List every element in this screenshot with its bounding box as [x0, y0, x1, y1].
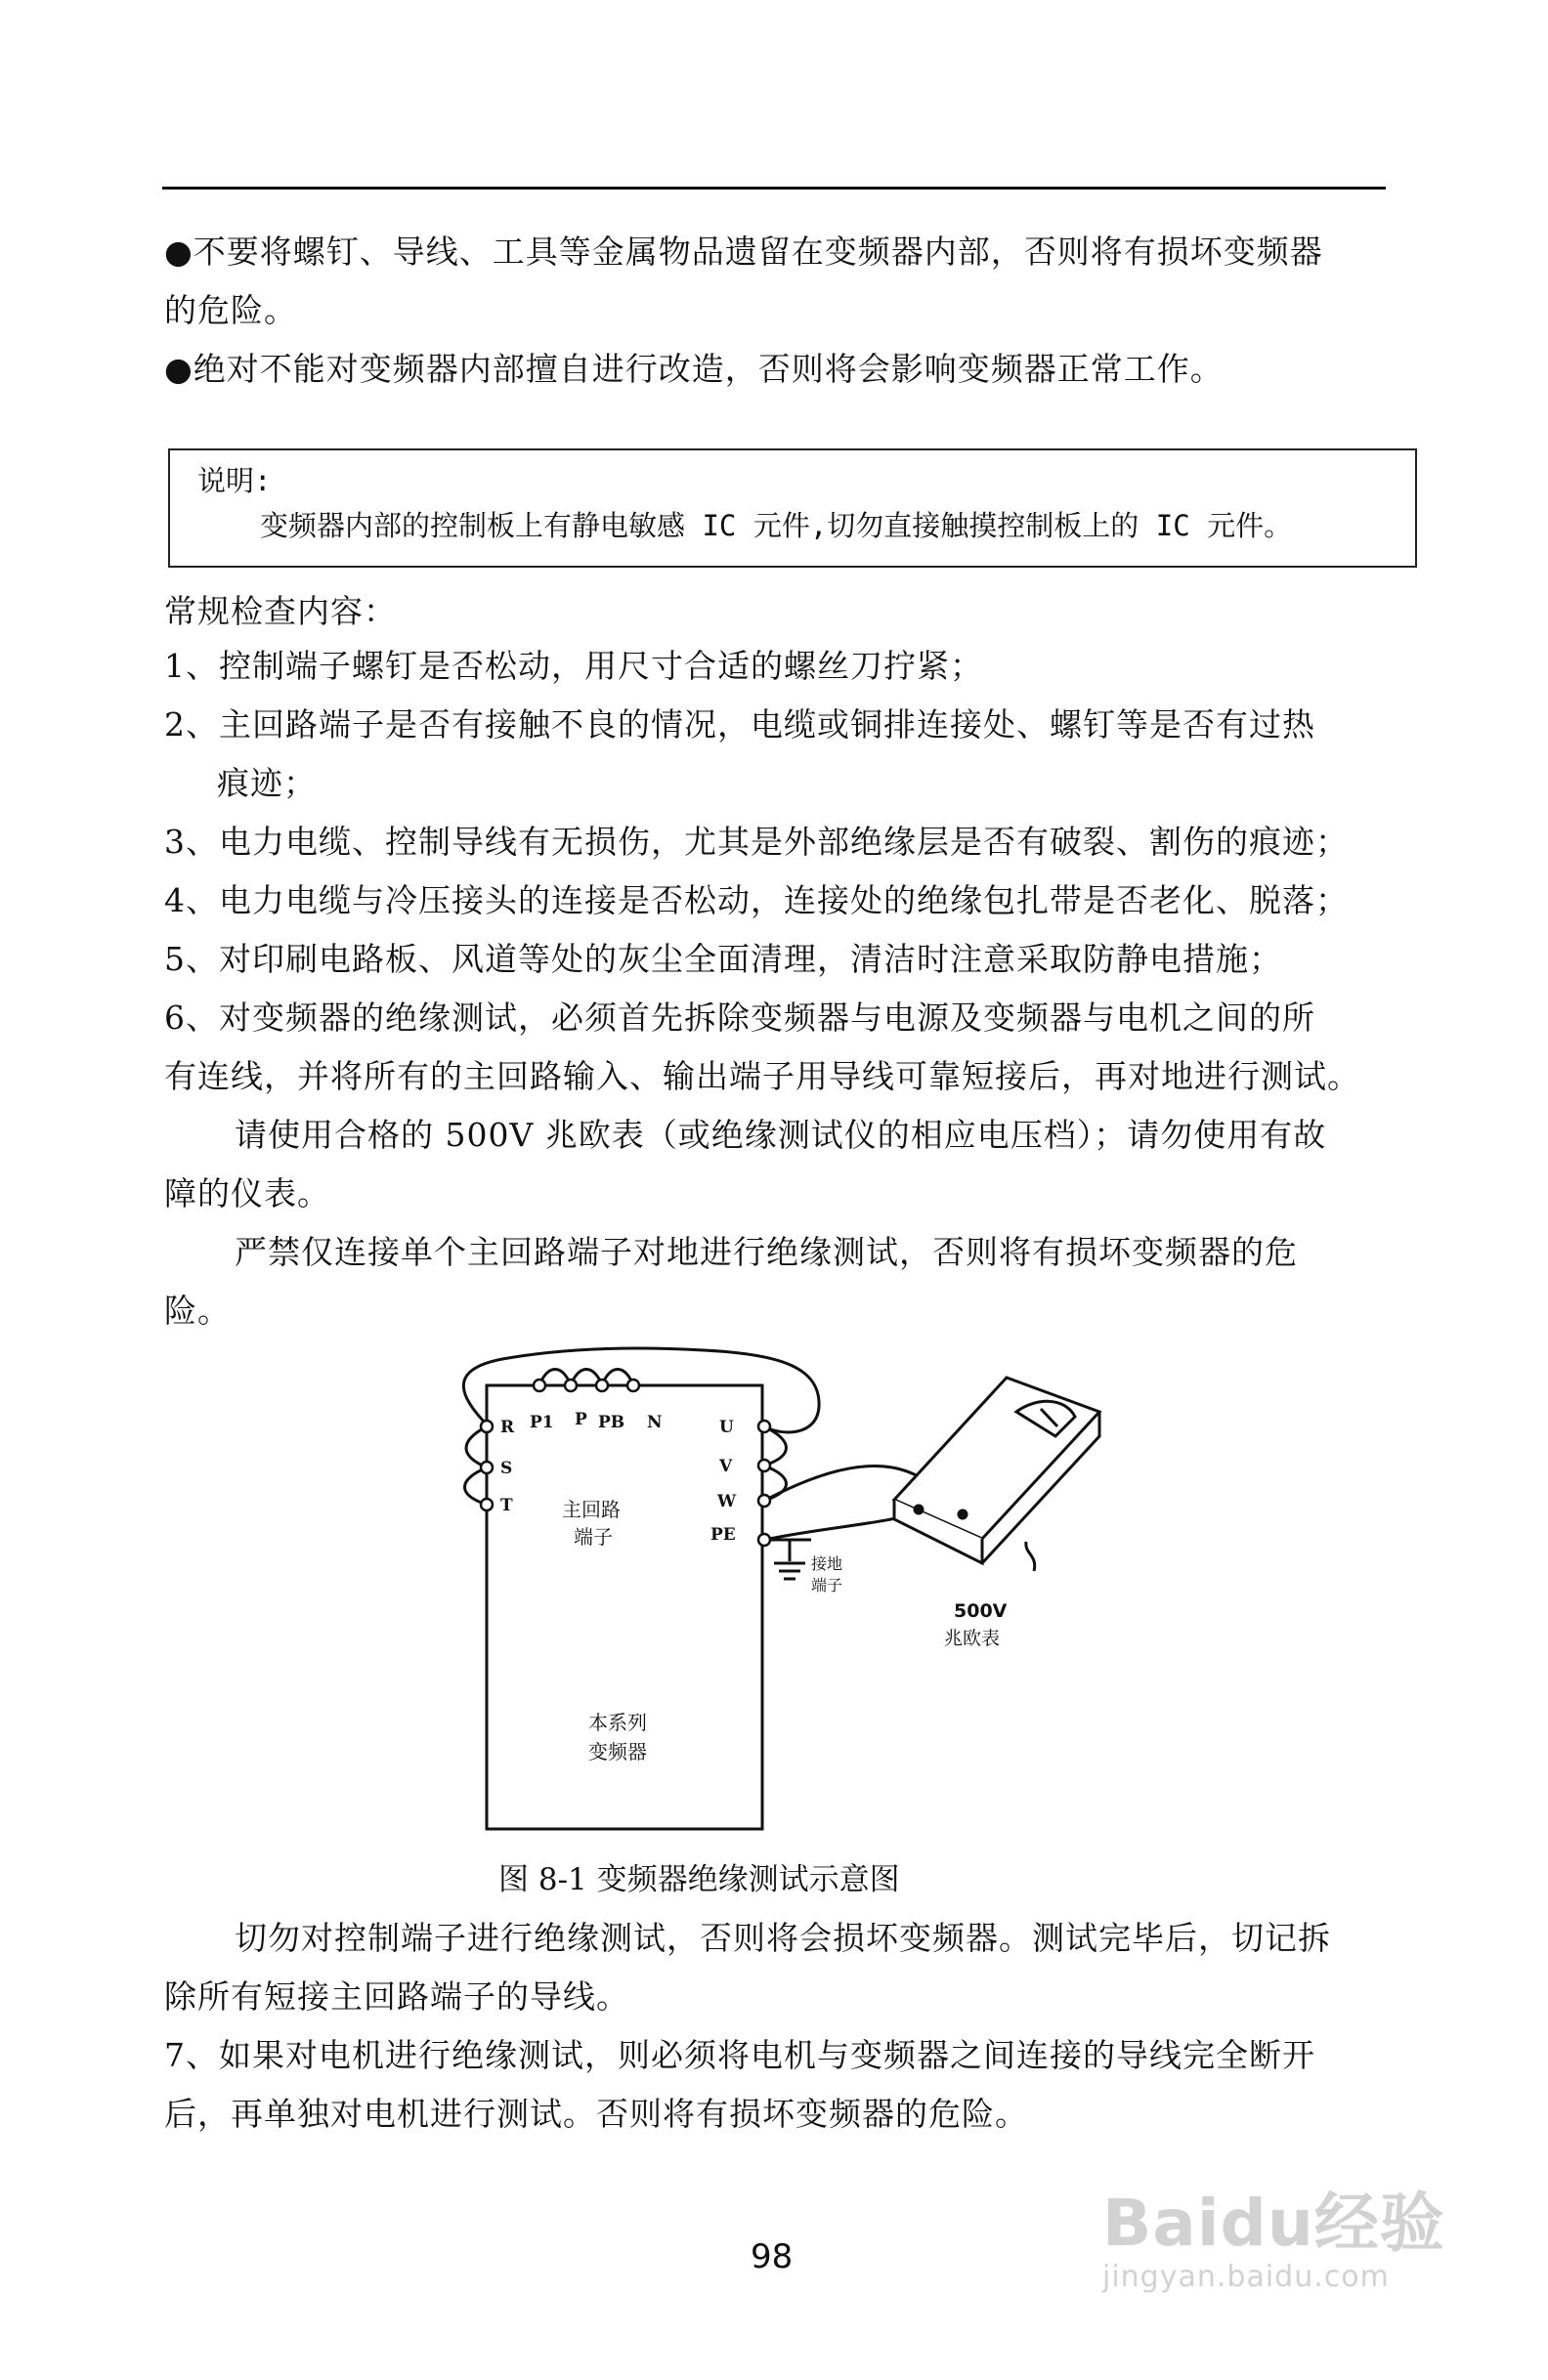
inspection-line-6-cont: 有连线，并将所有的主回路输入、输出端子用导线可靠短接后，再对地进行测试。	[164, 1057, 1360, 1095]
terminal-t: T	[500, 1496, 513, 1515]
inverter-label-2: 变频器	[588, 1740, 647, 1764]
after-line-7-cont: 后，再单独对电机进行测试。否则将有损坏变频器的危险。	[164, 2095, 1028, 2133]
inspection-warning: 严禁仅连接单个主回路端子对地进行绝缘测试，否则将有损坏变频器的危	[235, 1233, 1298, 1271]
watermark	[1102, 2171, 1445, 2294]
terminal-pe: PE	[710, 1525, 736, 1545]
bullet-metal-objects-cont: 的危险。	[164, 291, 297, 329]
ground-label-2: 端子	[811, 1576, 843, 1594]
inspection-line-2-cont: 痕迹；	[217, 764, 317, 802]
bullet-metal-objects: ●不要将螺钉、导线、工具等金属物品遗留在变频器内部，否则将有损坏变频器	[164, 233, 1323, 271]
note-text: 变频器内部的控制板上有静电敏感 IC 元件,切勿直接触摸控制板上的 IC 元件。	[260, 509, 1293, 542]
terminal-v: V	[719, 1457, 733, 1476]
inspection-line-4: 4、电力电缆与冷压接头的连接是否松动，连接处的绝缘包扎带是否老化、脱落；	[164, 881, 1349, 919]
terminal-r: R	[500, 1418, 515, 1437]
terminal-u: U	[719, 1418, 734, 1437]
inspection-line-3: 3、电力电缆、控制导线有无损伤，尤其是外部绝缘层是否有破裂、割伤的痕迹；	[164, 823, 1349, 861]
inspection-line-5: 5、对印刷电路板、风道等处的灰尘全面清理，清洁时注意采取防静电措施；	[164, 940, 1282, 978]
terminal-n: N	[647, 1413, 663, 1432]
watermark-url: jingyan.baidu.com	[1102, 2260, 1390, 2294]
inspection-warning-cont: 险。	[164, 1292, 231, 1330]
terminal-w: W	[717, 1492, 737, 1511]
main-circuit-label-2: 端子	[574, 1525, 613, 1549]
note-title: 说明:	[197, 464, 272, 497]
main-circuit-label-1: 主回路	[562, 1498, 621, 1521]
meter-label-1: 500V	[954, 1600, 1008, 1622]
after-line-1: 切勿对控制端子进行绝缘测试，否则将会损坏变频器。测试完毕后，切记拆	[235, 1919, 1331, 1957]
inspection-line-1: 1、控制端子螺钉是否松动，用尺寸合适的螺丝刀拧紧；	[164, 647, 983, 685]
figure-caption: 图 8-1 变频器绝缘测试示意图	[498, 1862, 900, 1897]
terminal-p1: P1	[530, 1413, 554, 1432]
inspection-heading: 常规检查内容：	[164, 592, 397, 630]
inspection-line-6: 6、对变频器的绝缘测试，必须首先拆除变频器与电源及变频器与电机之间的所	[164, 999, 1315, 1037]
page-number: 98	[751, 2237, 794, 2276]
terminal-s: S	[500, 1459, 513, 1478]
inverter-label-1: 本系列	[588, 1711, 647, 1734]
inspection-meter-note-cont: 障的仪表。	[164, 1174, 330, 1212]
terminal-pb: PB	[598, 1413, 625, 1432]
meter-label-2: 兆欧表	[944, 1628, 1001, 1649]
after-line-1-cont: 除所有短接主回路端子的导线。	[164, 1977, 629, 2016]
ground-label-1: 接地	[811, 1554, 843, 1573]
inspection-meter-note: 请使用合格的 500V 兆欧表（或绝缘测试仪的相应电压档）；请勿使用有故	[235, 1116, 1327, 1154]
after-line-7: 7、如果对电机进行绝缘测试，则必须将电机与变频器之间连接的导线完全断开	[164, 2036, 1315, 2074]
bullet-no-modification: ●绝对不能对变频器内部擅自进行改造，否则将会影响变频器正常工作。	[164, 350, 1224, 388]
terminal-p: P	[575, 1410, 587, 1429]
inspection-line-2: 2、主回路端子是否有接触不良的情况，电缆或铜排连接处、螺钉等是否有过热	[164, 705, 1315, 744]
watermark-brand: Baidu经验	[1102, 2186, 1445, 2261]
